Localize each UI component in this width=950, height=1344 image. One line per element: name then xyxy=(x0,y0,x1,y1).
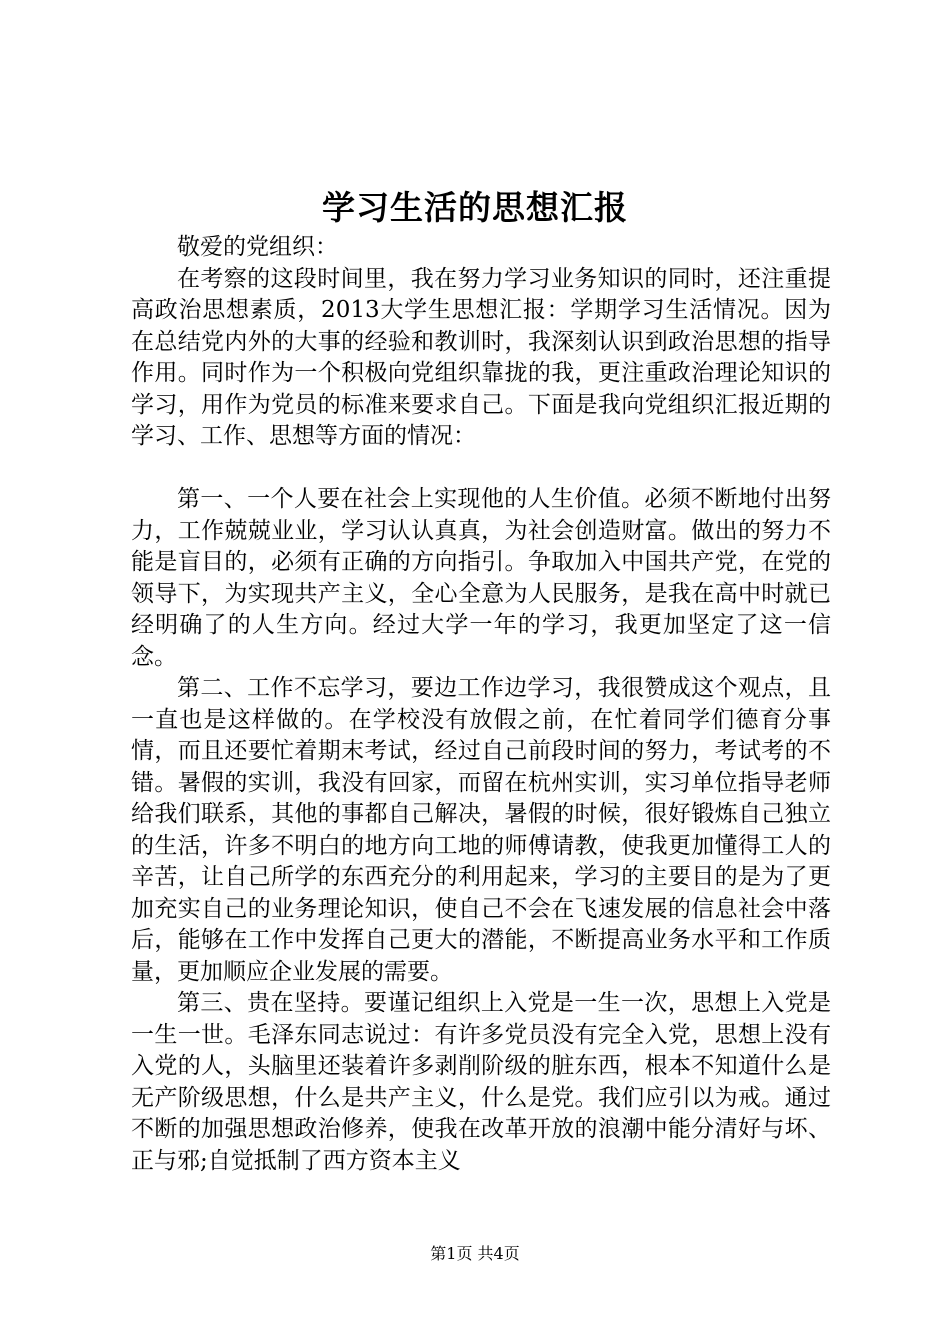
paragraph-intro: 在考察的这段时间里，我在努力学习业务知识的同时，还注重提高政治思想素质，2013大学生思想汇报：学期学习生活情况。因为在总结党内外的大事的经验和教训时，我深刻认识到政治思想的指导作用。同时作为一个积极向党组织靠拢的我，更注重政治理论知识的学习，用作为党员的标准来要求自己。下面是我向党组织汇报近期的学习、工作、思想等方面的情况： xyxy=(131,265,831,449)
document-body xyxy=(131,232,831,1177)
paragraph-second-point: 第二、工作不忘学习，要边工作边学习，我很赞成这个观点，且一直也是这样做的。在学校没有放假之前，在忙着同学们德育分事情，而且还要忙着期末考试，经过自己前段时间的努力，考试考的不错。暑假的实训，我没有回家，而留在杭州实训，实习单位指导老师给我们联系，其他的事都自己解决，暑假的时候，很好锻炼自己独立的生活，许多不明白的地方向工地的师傅请教，使我更加懂得工人的辛苦，让自己所学的东西充分的利用起来，学习的主要目的是为了更加充实自己的业务理论知识，使自己不会在飞速发展的信息社会中落后，能够在工作中发挥自己更大的潜能，不断提高业务水平和工作质量，更加顺应企业发展的需要。 xyxy=(131,675,831,985)
document-title: 学习生活的思想汇报 xyxy=(322,188,628,227)
page-footer: 第1页 共4页 xyxy=(430,1244,520,1263)
paragraph-first-point: 第一、一个人要在社会上实现他的人生价值。必须不断地付出努力，工作兢兢业业，学习认认真真，为社会创造财富。做出的努力不能是盲目的，必须有正确的方向指引。争取加入中国共产党，在党的领导下，为实现共产主义，全心全意为人民服务，是我在高中时就已经明确了的人生方向。经过大学一年的学习，我更加坚定了这一信念。 xyxy=(131,486,831,670)
salutation: 敬爱的党组织： xyxy=(177,234,338,260)
paragraph-third-point: 第三、贵在坚持。要谨记组织上入党是一生一次，思想上入党是一生一世。毛泽东同志说过：有许多党员没有完全入党，思想上没有入党的人，头脑里还装着许多剥削阶级的脏东西，根本不知道什么是无产阶级思想，什么是共产主义，什么是党。我们应引以为戒。通过不断的加强思想政治修养，使我在改革开放的浪潮中能分清好与坏、正与邪;自觉抵制了西方资本主义 xyxy=(131,990,831,1174)
